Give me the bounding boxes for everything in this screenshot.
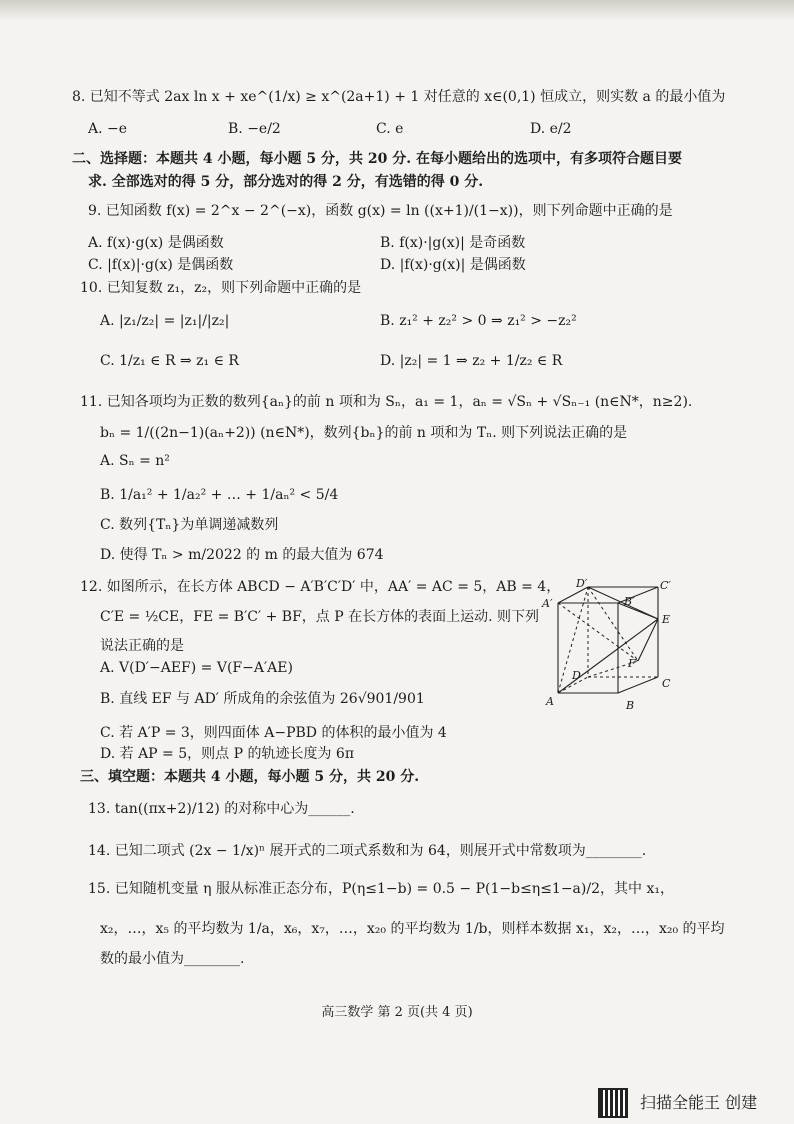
scan-edge bbox=[0, 0, 794, 20]
cuboid-figure bbox=[540, 577, 690, 717]
label-Bp: B′ bbox=[624, 595, 635, 608]
q9-option-a: A. f(x)·g(x) 是偶函数 bbox=[88, 235, 224, 251]
section3-heading: 三、填空题：本题共 4 小题，每小题 5 分，共 20 分. bbox=[80, 769, 420, 785]
q8-option-d: D. e/2 bbox=[530, 121, 572, 137]
q14-stem: 14. 已知二项式 (2x − 1/x)ⁿ 展开式的二项式系数和为 64，则展开式中常数项为________. bbox=[88, 843, 647, 859]
q12-stem-1: 12. 如图所示，在长方体 ABCD − A′B′C′D′ 中，AA′ = AC = 5，AB = 4， bbox=[80, 579, 561, 595]
page-footer: 高三数学 第 2 页(共 4 页) bbox=[321, 1005, 473, 1020]
q9-option-c: C. |f(x)|·g(x) 是偶函数 bbox=[88, 257, 234, 273]
section2-line1: 二、选择题：本题共 4 小题，每小题 5 分，共 20 分. 在每小题给出的选项中，有多项符合题目要 bbox=[72, 151, 682, 167]
q10-option-b: B. z₁² + z₂² > 0 ⇒ z₁² > −z₂² bbox=[380, 313, 577, 329]
label-E: E bbox=[662, 613, 671, 626]
q9-stem: 9. 已知函数 f(x) = 2^x − 2^(−x)，函数 g(x) = ln ((x+1)/(1−x))，则下列命题中正确的是 bbox=[88, 203, 673, 219]
segment-FE bbox=[638, 619, 658, 661]
q11-stem-1: 11. 已知各项均为正数的数列{aₙ}的前 n 项和为 Sₙ，a₁ = 1，aₙ = √Sₙ + √Sₙ₋₁ (n∈N*，n≥2). bbox=[80, 394, 693, 410]
q12-option-a: A. V(D′−AEF) = V(F−A′AE) bbox=[100, 660, 293, 676]
q10-stem: 10. 已知复数 z₁，z₂，则下列命题中正确的是 bbox=[80, 280, 362, 296]
q11-stem-2: bₙ = 1/((2n−1)(aₙ+2)) (n∈N*)，数列{bₙ}的前 n 项和为 Tₙ. 则下列说法正确的是 bbox=[100, 425, 628, 441]
q11-option-a: A. Sₙ = n² bbox=[100, 453, 170, 469]
q12-option-c: C. 若 A′P = 3，则四面体 A−PBD 的体积的最小值为 4 bbox=[100, 725, 447, 741]
q15-line-1: 15. 已知随机变量 η 服从标准正态分布，P(η≤1−b) = 0.5 − P(1−b≤η≤1−a)/2，其中 x₁， bbox=[88, 881, 674, 897]
q10-option-c: C. 1/z₁ ∈ R ⇒ z₁ ∈ R bbox=[100, 353, 239, 369]
q8-option-c: C. e bbox=[376, 121, 404, 137]
q12-option-b: B. 直线 EF 与 AD′ 所成角的余弦值为 26√901/901 bbox=[100, 691, 425, 707]
q11-option-c: C. 数列{Tₙ}为单调递减数列 bbox=[100, 517, 279, 533]
label-F: F bbox=[628, 657, 636, 670]
label-Dp: D′ bbox=[576, 577, 588, 590]
section2-line2: 求. 全部选对的得 5 分，部分选对的得 2 分，有选错的得 0 分. bbox=[88, 174, 484, 190]
q13-stem: 13. tan((πx+2)/12) 的对称中心为______. bbox=[88, 801, 355, 817]
label-A: A bbox=[546, 695, 554, 708]
qr-code-icon bbox=[598, 1088, 628, 1118]
cuboid-diagram bbox=[540, 577, 690, 717]
edge-BC bbox=[618, 677, 658, 693]
label-Ap: A′ bbox=[542, 597, 553, 610]
label-B: B bbox=[626, 699, 635, 712]
q12-stem-3: 说法正确的是 bbox=[100, 638, 184, 654]
q11-option-b: B. 1/a₁² + 1/a₂² + … + 1/aₙ² < 5/4 bbox=[100, 487, 339, 503]
q8-option-a: A. −e bbox=[88, 121, 128, 137]
q12-option-d: D. 若 AP = 5，则点 P 的轨迹长度为 6π bbox=[100, 746, 355, 762]
label-Cp: C′ bbox=[660, 579, 671, 592]
scanner-brand: 扫描全能王 创建 bbox=[640, 1093, 758, 1112]
q10-option-a: A. |z₁/z₂| = |z₁|/|z₂| bbox=[100, 313, 230, 329]
q10-option-d: D. |z₂| = 1 ⇒ z₂ + 1/z₂ ∈ R bbox=[380, 353, 563, 369]
q11-option-d: D. 使得 Tₙ > m/2022 的 m 的最大值为 674 bbox=[100, 547, 384, 563]
label-C: C bbox=[662, 677, 671, 690]
q9-option-b: B. f(x)·|g(x)| 是奇函数 bbox=[380, 235, 526, 251]
q8-option-b: B. −e/2 bbox=[228, 121, 281, 137]
q15-line-2: x₂，…，x₅ 的平均数为 1/a，x₆，x₇，…，x₂₀ 的平均数为 1/b，则样本数据 x₁，x₂，…，x₂₀ 的平均 bbox=[100, 921, 725, 937]
q12-stem-2: C′E = ½CE，FE = B′C′ + BF，点 P 在长方体的表面上运动. 则下列 bbox=[100, 609, 540, 625]
q9-option-d: D. |f(x)·g(x)| 是偶函数 bbox=[380, 257, 526, 273]
label-D: D bbox=[572, 669, 581, 682]
q8-stem: 8. 已知不等式 2ax ln x + xe^(1/x) ≥ x^(2a+1) + 1 对任意的 x∈(0,1) 恒成立，则实数 a 的最小值为 bbox=[72, 89, 726, 105]
q15-line-3: 数的最小值为________. bbox=[100, 951, 245, 967]
